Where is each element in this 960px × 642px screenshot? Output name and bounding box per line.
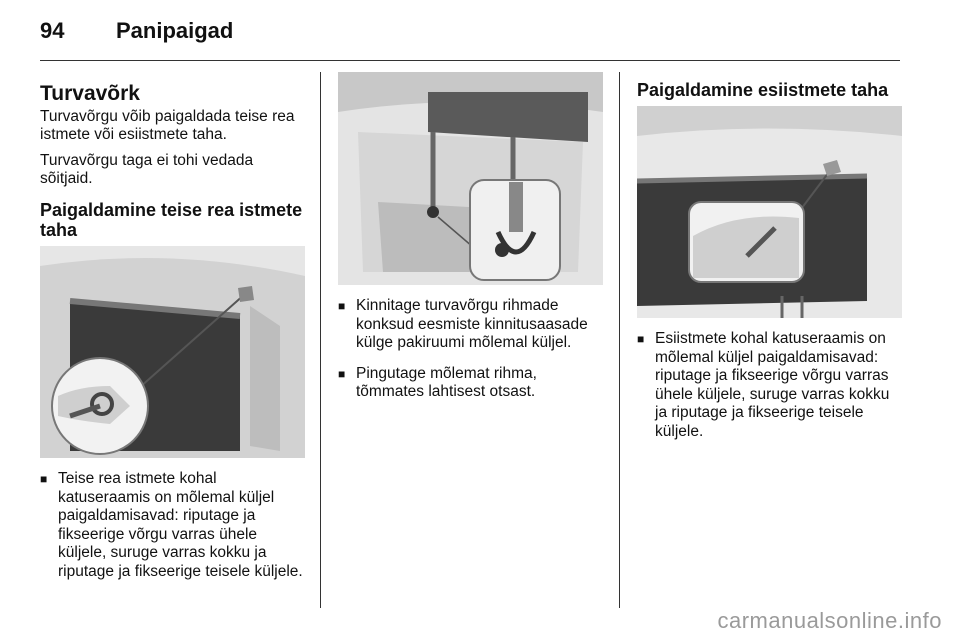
list-item — [338, 365, 603, 402]
page-number: 94 — [40, 18, 65, 43]
bullet-text: Esiistmete kohal katuseraamis on mõlemal küljel paigaldamisavad: riputage ja fikseerige võrgu varras ühele küljele, suruge varras kokku ja riputage ja fikseerige teisele küljele. — [655, 330, 890, 440]
bullet-marker: ■ — [40, 472, 48, 486]
column-3 — [637, 72, 902, 441]
column-2 — [338, 72, 603, 402]
bullet-marker: ■ — [338, 299, 346, 313]
column-divider-1 — [320, 72, 321, 608]
column-divider-2 — [619, 72, 620, 608]
bullet-text: Kinnitage turvavõrgu rihmade konksud eesmiste kinnitusaasade külge pakiruumi mõlemal küljel. — [356, 297, 588, 351]
list-item — [338, 297, 603, 353]
bullet-text: Teise rea istmete kohal katuseraamis on mõlemal küljel paigaldamisavad: riputage ja fikseerige võrgu varras ühele küljele, suruge varras kokku ja riputage ja fikseerige teisele küljele. — [58, 470, 303, 580]
intro-paragraph: Turvavõrgu võib paigaldada teise rea istmete või esiistmete taha. — [40, 108, 295, 143]
bullet-marker: ■ — [338, 366, 346, 381]
subheading-second-row: Paigaldamine teise rea istmete taha — [40, 200, 303, 240]
list-item — [40, 470, 305, 581]
list-item — [637, 330, 902, 441]
page-title: Panipaigad — [116, 18, 234, 43]
header-divider — [40, 60, 900, 61]
watermark: carmanualsonline.info — [717, 608, 942, 633]
illustration-second-row-net — [40, 246, 305, 458]
illustration-front-net — [637, 106, 902, 318]
illustration-cargo-straps — [338, 72, 603, 285]
column-1 — [40, 72, 305, 581]
bullet-text: Pingutage mõlemat rihma, tõmmates lahtisest otsast. — [356, 364, 537, 400]
bullet-marker: ■ — [637, 332, 645, 346]
section-title: Turvavõrk — [40, 82, 140, 105]
subheading-front-seats: Paigaldamine esiistmete taha — [637, 80, 889, 100]
warning-paragraph: Turvavõrgu taga ei tohi vedada sõitjaid. — [40, 152, 254, 187]
